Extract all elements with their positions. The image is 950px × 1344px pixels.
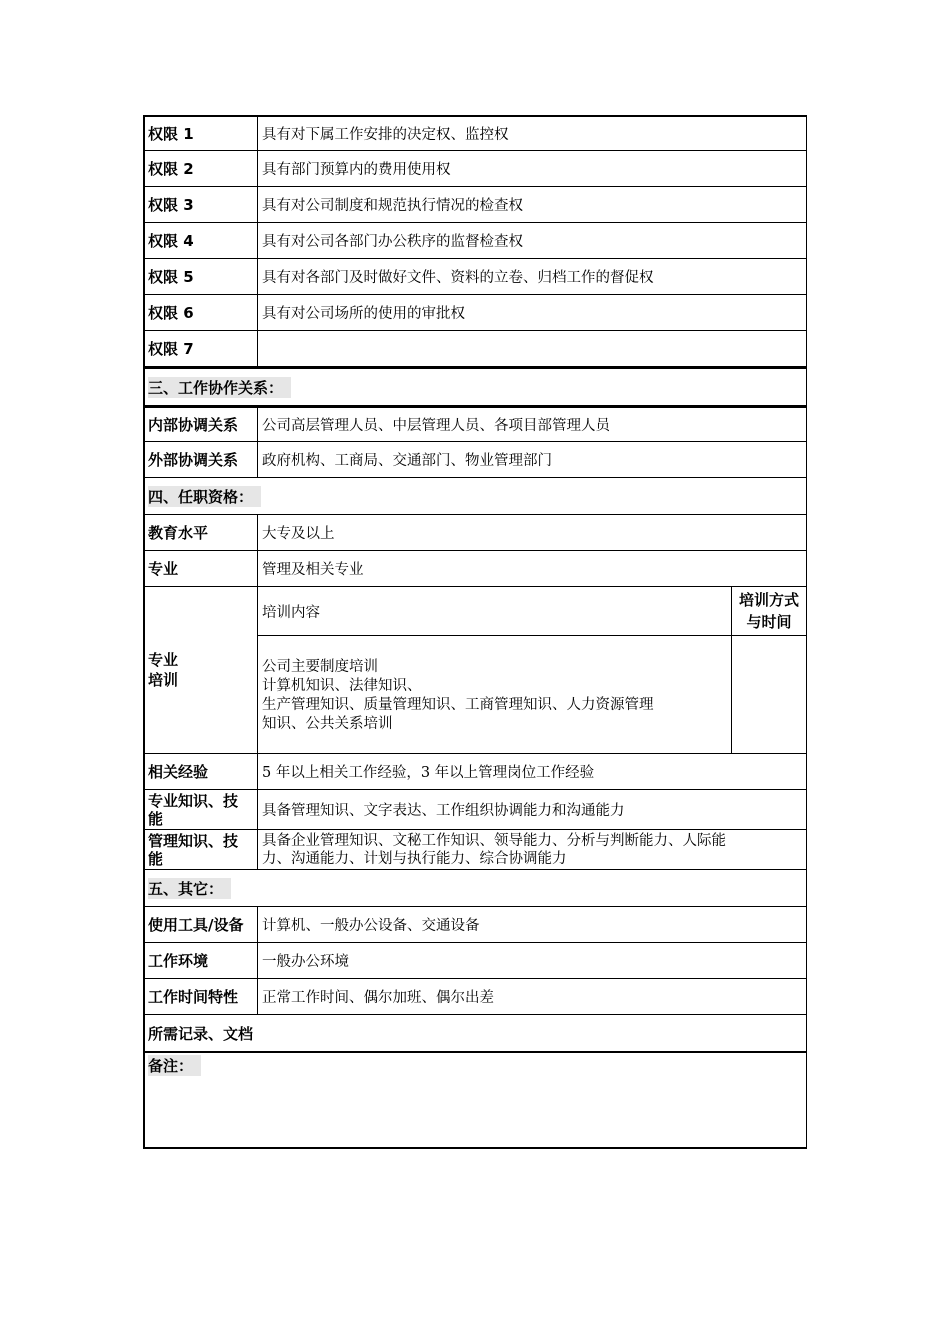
section-title: 五、其它： bbox=[148, 878, 231, 899]
authority-value: 具有对下属工作安排的决定权、监控权 bbox=[262, 127, 509, 143]
major-label: 专业 bbox=[145, 551, 258, 586]
authority-row-7 bbox=[143, 331, 807, 367]
internal-relations-label: 内部协调关系 bbox=[145, 408, 258, 441]
internal-relations-value: 公司高层管理人员、中层管理人员、各项目部管理人员 bbox=[262, 418, 610, 434]
training-content-header: 培训内容 bbox=[262, 604, 320, 621]
training-label bbox=[145, 587, 258, 753]
training-row bbox=[143, 587, 807, 754]
major-row bbox=[143, 551, 807, 587]
training-line: 计算机知识、法律知识、 bbox=[262, 678, 422, 694]
training-label-line: 专业 bbox=[148, 651, 179, 669]
management-skills-value: 具备企业管理知识、文秘工作知识、领导能力、分析与判断能力、人际能 力、沟通能力、计划与执行能力、综合协调能力 bbox=[262, 833, 726, 867]
education-row bbox=[143, 515, 807, 551]
records-label: 所需记录、文档 bbox=[148, 1024, 254, 1043]
authority-label: 权限 6 bbox=[145, 295, 258, 330]
training-method-header: 培训方式 与时间 bbox=[731, 587, 806, 635]
training-content bbox=[258, 636, 731, 753]
section-title: 四、任职资格： bbox=[148, 486, 261, 507]
management-skills-row bbox=[143, 830, 807, 870]
records-row bbox=[143, 1015, 807, 1051]
authority-value bbox=[258, 331, 806, 366]
tools-row bbox=[143, 907, 807, 943]
education-label: 教育水平 bbox=[145, 515, 258, 550]
section-5-header bbox=[143, 870, 807, 907]
environment-value: 一般办公环境 bbox=[262, 954, 349, 970]
authority-row-6 bbox=[143, 295, 807, 331]
authority-value: 具有对公司各部门办公秩序的监督检查权 bbox=[262, 234, 523, 250]
authority-label: 权限 7 bbox=[145, 331, 258, 366]
skills-row bbox=[143, 790, 807, 830]
section-3-header bbox=[143, 367, 807, 406]
authority-value: 具有对各部门及时做好文件、资料的立卷、归档工作的督促权 bbox=[262, 270, 654, 286]
external-relations-value: 政府机构、工商局、交通部门、物业管理部门 bbox=[262, 453, 552, 469]
environment-label: 工作环境 bbox=[145, 943, 258, 978]
authority-label: 权限 4 bbox=[145, 223, 258, 258]
authority-label: 权限 5 bbox=[145, 259, 258, 294]
management-skills-label: 管理知识、技 能 bbox=[145, 830, 258, 869]
training-label-line: 培训 bbox=[148, 671, 179, 689]
work-time-value: 正常工作时间、偶尔加班、偶尔出差 bbox=[262, 990, 494, 1006]
skills-value: 具备管理知识、文字表达、工作组织协调能力和沟通能力 bbox=[262, 803, 625, 819]
notes-box bbox=[143, 1051, 807, 1149]
education-value: 大专及以上 bbox=[262, 526, 335, 542]
authority-value: 具有对公司场所的使用的审批权 bbox=[262, 306, 465, 322]
external-relations-row bbox=[143, 442, 807, 478]
section-4-header bbox=[143, 478, 807, 515]
tools-value: 计算机、一般办公设备、交通设备 bbox=[262, 918, 480, 934]
authority-label: 权限 1 bbox=[145, 117, 258, 150]
authority-value: 具有部门预算内的费用使用权 bbox=[262, 162, 451, 178]
training-method-value bbox=[731, 636, 806, 753]
skills-label: 专业知识、技 能 bbox=[145, 790, 258, 829]
authority-row-1 bbox=[143, 115, 807, 151]
authority-label: 权限 3 bbox=[145, 187, 258, 222]
experience-value: 5 年以上相关工作经验，3 年以上管理岗位工作经验 bbox=[262, 765, 595, 781]
authority-row-5 bbox=[143, 259, 807, 295]
authority-row-3 bbox=[143, 187, 807, 223]
major-value: 管理及相关专业 bbox=[262, 562, 364, 578]
experience-label: 相关经验 bbox=[145, 754, 258, 789]
notes-title: 备注： bbox=[148, 1055, 201, 1076]
section-title: 三、工作协作关系： bbox=[148, 377, 291, 398]
authority-label: 权限 2 bbox=[145, 151, 258, 186]
environment-row bbox=[143, 943, 807, 979]
tools-label: 使用工具/设备 bbox=[145, 907, 258, 942]
authority-row-2 bbox=[143, 151, 807, 187]
experience-row bbox=[143, 754, 807, 790]
authority-row-4 bbox=[143, 223, 807, 259]
training-line: 生产管理知识、质量管理知识、工商管理知识、人力资源管理 bbox=[262, 697, 654, 713]
external-relations-label: 外部协调关系 bbox=[145, 442, 258, 477]
training-line: 知识、公共关系培训 bbox=[262, 716, 393, 732]
training-line: 公司主要制度培训 bbox=[262, 659, 378, 675]
job-description-table bbox=[143, 115, 807, 1149]
work-time-row bbox=[143, 979, 807, 1015]
internal-relations-row bbox=[143, 406, 807, 442]
authority-value: 具有对公司制度和规范执行情况的检查权 bbox=[262, 198, 523, 214]
work-time-label: 工作时间特性 bbox=[145, 979, 258, 1014]
